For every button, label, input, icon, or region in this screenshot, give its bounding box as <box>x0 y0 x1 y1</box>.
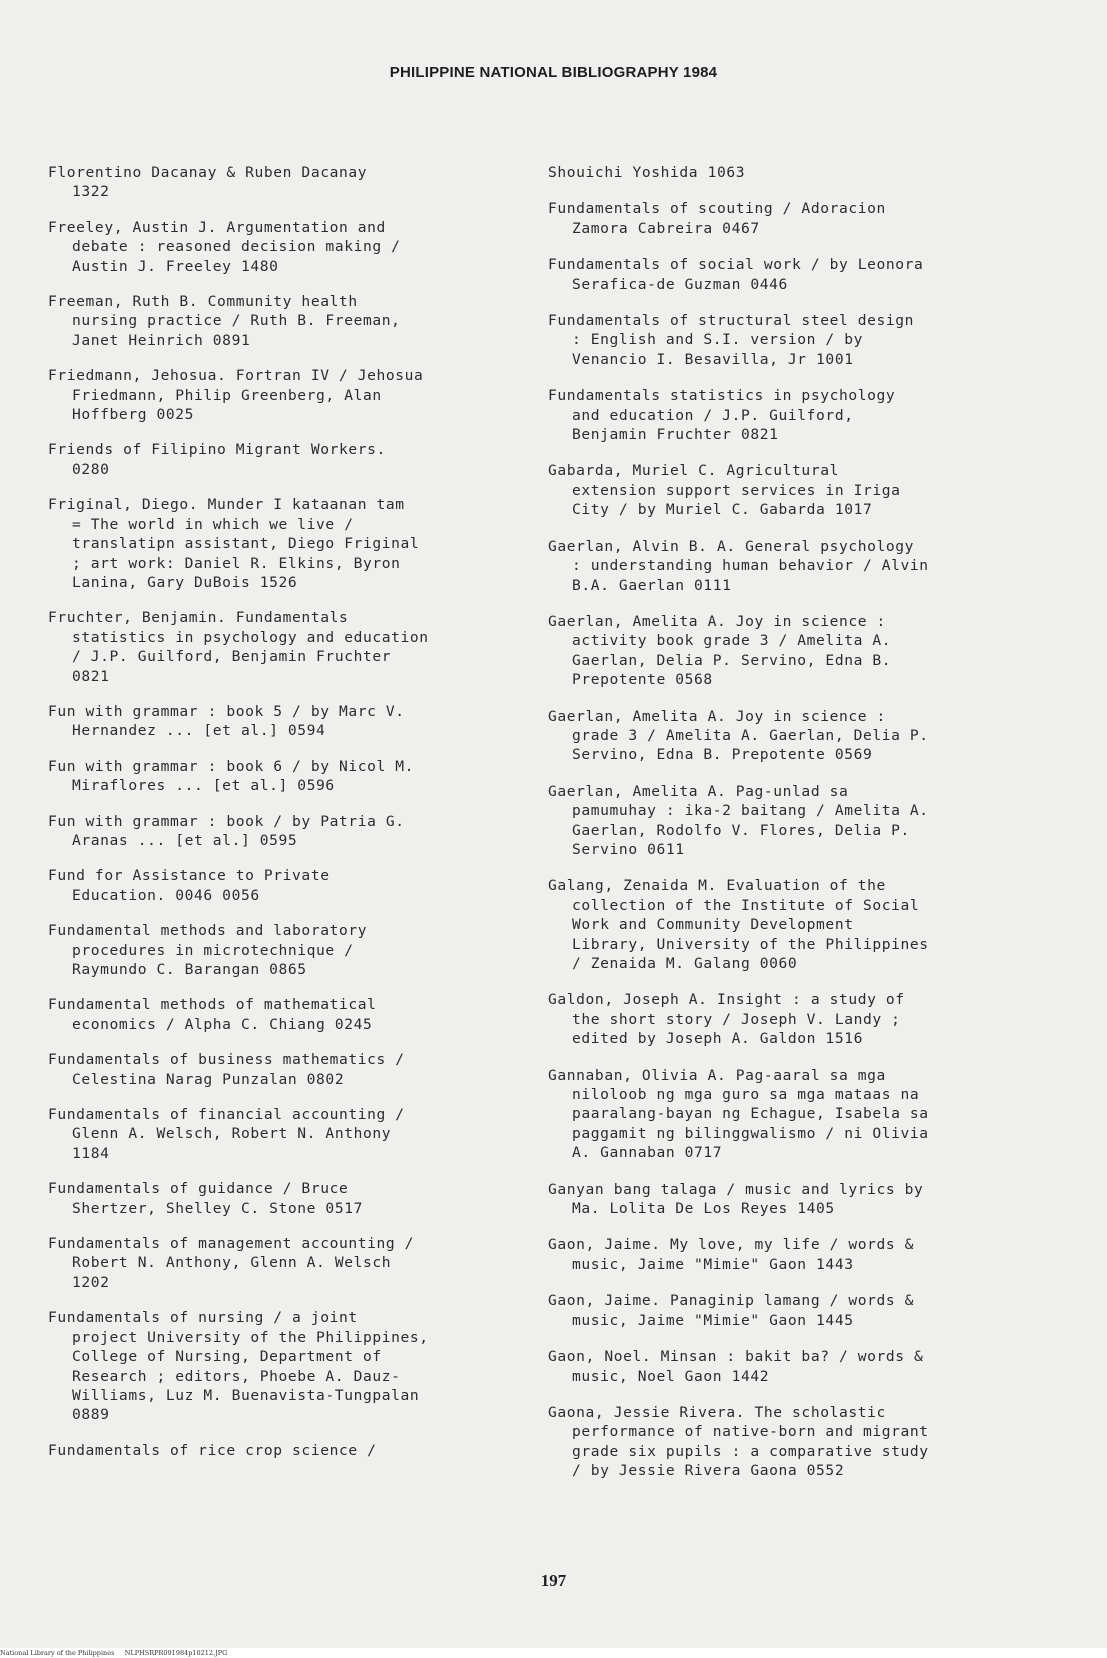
bibliography-entry: Galang, Zenaida M. Evaluation of the collection of the Institute of Social Work and Community Development Library, University of the Philippines / Zenaida M. Galang 0060 <box>548 877 929 972</box>
bibliography-entry: Fundamentals of financial accounting / Glenn A. Welsch, Robert N. Anthony 1184 <box>48 1106 405 1162</box>
bibliography-entry: Fruchter, Benjamin. Fundamentals statistics in psychology and education / J.P. Guilford, Benjamin Fruchter 0821 <box>48 609 429 685</box>
bibliography-entry: Gaerlan, Amelita A. Pag-unlad sa pamumuhay : ika-2 baitang / Amelita A. Gaerlan, Rodolfo V. Flores, Delia P. Servino 0611 <box>548 782 929 858</box>
bibliography-entry: Gaona, Jessie Rivera. The scholastic performance of native-born and migrant grade six pupils : a comparative study / by Jessie Rivera Gaona 0552 <box>548 1403 929 1480</box>
page-number: 197 <box>540 1571 567 1590</box>
bibliography-entry: Freeman, Ruth B. Community health nursing practice / Ruth B. Freeman, Janet Heinrich 0891 <box>48 293 401 349</box>
bibliography-entry: Freeley, Austin J. Argumentation and debate : reasoned decision making / Austin J. Freeley 1480 <box>48 218 401 275</box>
footer-source-caption: National Library of the Philippines NLPHSRPR091984p10212.JPG <box>0 1649 228 1657</box>
bibliography-entry: Gabarda, Muriel C. Agricultural extension support services in Iriga City / by Muriel C. Gabarda 1017 <box>548 462 901 519</box>
bibliography-entry: Fundamentals of management accounting / Robert N. Anthony, Glenn A. Welsch 1202 <box>48 1235 415 1291</box>
bibliography-entry: Fundamentals of structural steel design : English and S.I. version / by Venancio I. Besavilla, Jr 1001 <box>548 312 915 368</box>
bibliography-entry: Fun with grammar : book 6 / by Nicol M. Miraflores ... [et al.] 0596 <box>48 757 415 795</box>
bibliography-entry: Friends of Filipino Migrant Workers. 0280 <box>48 441 386 478</box>
bibliography-entry: Fundamental methods of mathematical economics / Alpha C. Chiang 0245 <box>48 996 377 1033</box>
left-column <box>48 163 518 1476</box>
bibliography-entry: Fundamentals of social work / by Leonora Serafica-de Guzman 0446 <box>548 256 924 293</box>
bibliography-entry: Gaon, Noel. Minsan : bakit ba? / words & music, Noel Gaon 1442 <box>548 1348 924 1385</box>
bibliography-entry: Florentino Dacanay & Ruben Dacanay 1322 <box>48 164 368 201</box>
bibliography-entry: Fund for Assistance to Private Education. 0046 0056 <box>48 867 330 904</box>
bibliography-entry: Gaon, Jaime. My love, my life / words & music, Jaime "Mimie" Gaon 1443 <box>548 1236 915 1273</box>
bibliography-entry: Fun with grammar : book / by Patria G. Aranas ... [et al.] 0595 <box>48 812 405 849</box>
bibliography-entry: Fundamentals of scouting / Adoracion Zamora Cabreira 0467 <box>548 200 886 237</box>
bibliography-entry: Friginal, Diego. Munder I kataanan tam = The world in which we live / translatipn assistant, Diego Friginal ; art work: Daniel R. Elkins, Byron Lanina, Gary DuBois 1526 <box>48 496 420 591</box>
bibliography-entry: Fundamentals of guidance / Bruce Shertzer, Shelley C. Stone 0517 <box>48 1180 363 1217</box>
bibliography-entry: Fundamentals of nursing / a joint project University of the Philippines, College of Nursing, Department of Research ; editors, Phoebe A. Dauz- Williams, Luz M. Buenavista-Tungpalan 0889 <box>48 1309 429 1424</box>
bibliography-entry: Fundamental methods and laboratory procedures in microtechnique / Raymundo C. Barangan 0865 <box>48 922 368 978</box>
bibliography-entry: Gaerlan, Amelita A. Joy in science : activity book grade 3 / Amelita A. Gaerlan, Delia P. Servino, Edna B. Prepotente 0568 <box>548 612 892 689</box>
bibliography-entry: Fun with grammar : book 5 / by Marc V. Hernandez ... [et al.] 0594 <box>48 702 405 740</box>
bibliography-entry: Galdon, Joseph A. Insight : a study of the short story / Joseph V. Landy ; edited by Joseph A. Galdon 1516 <box>548 991 905 1048</box>
bibliography-entry: Shouichi Yoshida 1063 <box>548 164 746 181</box>
page-header-title: PHILIPPINE NATIONAL BIBLIOGRAPHY 1984 <box>389 64 718 81</box>
bibliography-entry: Ganyan bang talaga / music and lyrics by Ma. Lolita De Los Reyes 1405 <box>548 1180 924 1218</box>
bibliography-entry: Gaon, Jaime. Panaginip lamang / words & music, Jaime "Mimie" Gaon 1445 <box>548 1292 915 1329</box>
bibliography-entry: Fundamentals of business mathematics / Celestina Narag Punzalan 0802 <box>48 1051 405 1088</box>
bibliography-entry: Fundamentals of rice crop science / <box>48 1441 377 1459</box>
bibliography-entry: Gannaban, Olivia A. Pag-aaral sa mga niloloob ng mga guro sa mga mataas na paaralang-bayan ng Echague, Isabela sa paggamit ng bilinggwalismo / ni Olivia A. Gannaban 0717 <box>548 1066 929 1162</box>
bibliography-entry: Gaerlan, Alvin B. A. General psychology : understanding human behavior / Alvin B.A. Gaerlan 0111 <box>548 537 929 594</box>
bibliography-entry: Fundamentals statistics in psychology and education / J.P. Guilford, Benjamin Fruchter 0821 <box>548 387 896 444</box>
bibliography-entry: Friedmann, Jehosua. Fortran IV / Jehosua Friedmann, Philip Greenberg, Alan Hoffberg 0025 <box>48 367 424 424</box>
right-column <box>548 163 1018 1498</box>
bibliography-entry: Gaerlan, Amelita A. Joy in science : grade 3 / Amelita A. Gaerlan, Delia P. Servino, Edna B. Prepotente 0569 <box>548 707 929 764</box>
